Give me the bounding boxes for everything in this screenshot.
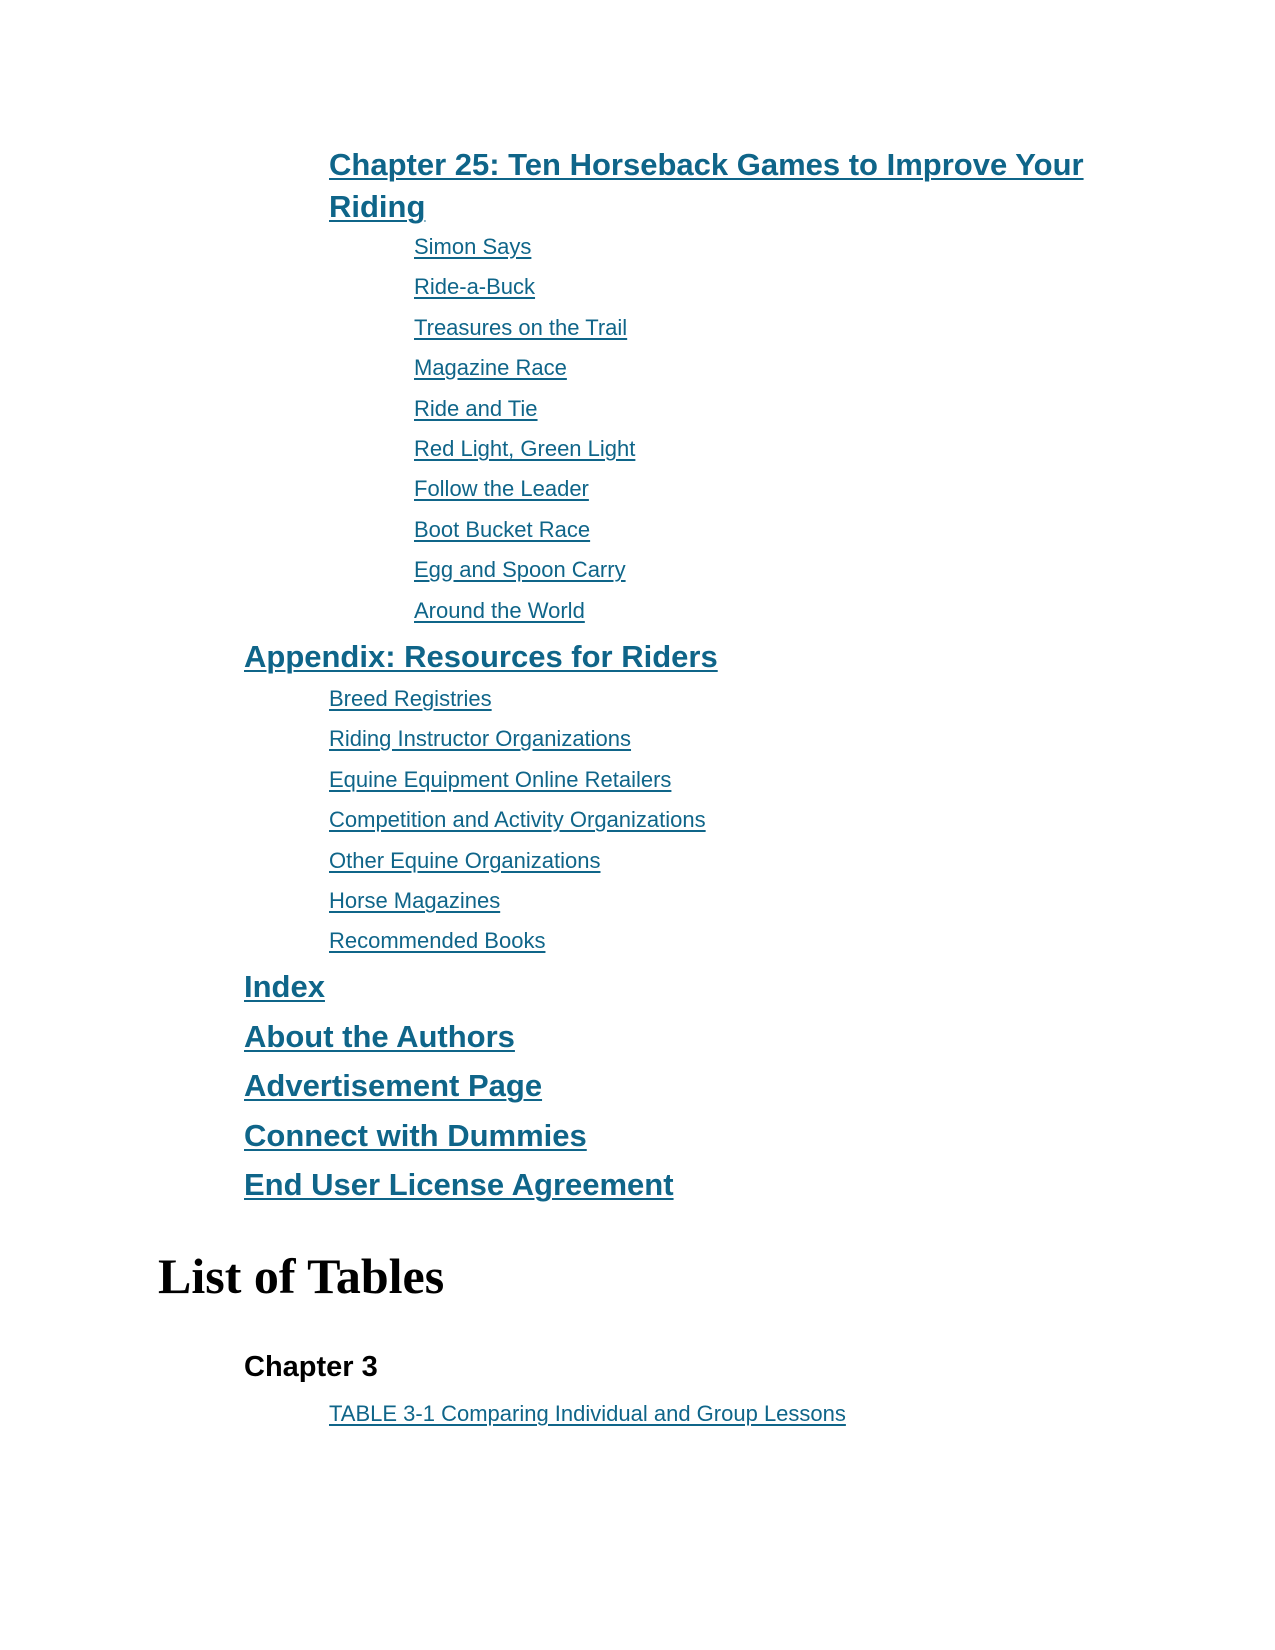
section-link-boot-bucket-race[interactable]: Boot Bucket Race — [414, 516, 591, 542]
section-link-around-the-world[interactable]: Around the World — [414, 597, 585, 623]
about-the-authors-link[interactable]: About the Authors — [244, 1018, 515, 1054]
list-of-tables-title: List of Tables — [158, 1248, 445, 1304]
list-item — [329, 806, 706, 846]
chapter-25-sections-list — [414, 233, 635, 637]
list-item — [244, 1166, 674, 1216]
list-item — [414, 435, 635, 475]
index-link[interactable]: Index — [244, 969, 325, 1004]
advertisement-page-link[interactable]: Advertisement Page — [244, 1068, 543, 1103]
list-item — [244, 1018, 674, 1068]
list-item — [244, 1067, 674, 1117]
list-item — [414, 556, 635, 596]
appendix-sections-list — [329, 685, 706, 968]
section-link-equine-equipment-online-retailers[interactable]: Equine Equipment Online Retailers — [329, 766, 672, 792]
section-link-ride-and-tie[interactable]: Ride and Tie — [414, 395, 538, 421]
list-item — [414, 395, 635, 435]
section-link-red-light-green-light[interactable]: Red Light, Green Light — [414, 435, 636, 461]
toc-chapter-25-heading — [329, 144, 1109, 228]
section-link-horse-magazines[interactable]: Horse Magazines — [329, 887, 501, 913]
list-item — [329, 847, 706, 887]
section-link-competition-and-activity-organizations[interactable]: Competition and Activity Organizations — [329, 807, 706, 833]
list-of-tables-chapter-heading: Chapter 3 — [244, 1351, 378, 1383]
section-link-magazine-race[interactable]: Magazine Race — [414, 355, 567, 381]
section-link-egg-and-spoon-carry[interactable]: Egg and Spoon Carry — [414, 557, 626, 583]
list-item — [414, 314, 635, 354]
back-matter-list — [244, 968, 674, 1216]
section-link-recommended-books[interactable]: Recommended Books — [329, 928, 546, 954]
list-item — [329, 725, 706, 765]
chapter-25-link[interactable]: Chapter 25: Ten Horseback Games to Improve Your Riding — [329, 147, 1084, 224]
appendix-link[interactable]: Appendix: Resources for Riders — [244, 639, 718, 674]
section-link-breed-registries[interactable]: Breed Registries — [329, 686, 492, 711]
list-item — [329, 887, 706, 927]
list-item — [244, 1117, 674, 1167]
section-link-ride-a-buck[interactable]: Ride-a-Buck — [414, 274, 536, 300]
toc-appendix-heading — [244, 638, 718, 676]
list-item — [414, 475, 635, 515]
section-link-treasures-on-the-trail[interactable]: Treasures on the Trail — [414, 314, 628, 340]
section-link-other-equine-organizations[interactable]: Other Equine Organizations — [329, 847, 601, 873]
list-item — [414, 597, 635, 637]
table-3-1-link[interactable]: TABLE 3-1 Comparing Individual and Group Lessons — [329, 1401, 846, 1426]
section-link-simon-says[interactable]: Simon Says — [414, 234, 532, 259]
list-item — [329, 927, 706, 967]
list-item — [244, 968, 674, 1018]
list-item — [329, 766, 706, 806]
section-link-follow-the-leader[interactable]: Follow the Leader — [414, 476, 589, 502]
connect-with-dummies-link[interactable]: Connect with Dummies — [244, 1117, 587, 1153]
tables-list — [329, 1400, 846, 1440]
list-item — [414, 354, 635, 394]
end-user-license-agreement-link[interactable]: End User License Agreement — [244, 1167, 674, 1202]
list-item — [414, 233, 635, 273]
list-item — [329, 1400, 846, 1440]
section-link-riding-instructor-organizations[interactable]: Riding Instructor Organizations — [329, 726, 632, 752]
list-item — [329, 685, 706, 725]
list-item — [414, 273, 635, 313]
list-item — [414, 516, 635, 556]
